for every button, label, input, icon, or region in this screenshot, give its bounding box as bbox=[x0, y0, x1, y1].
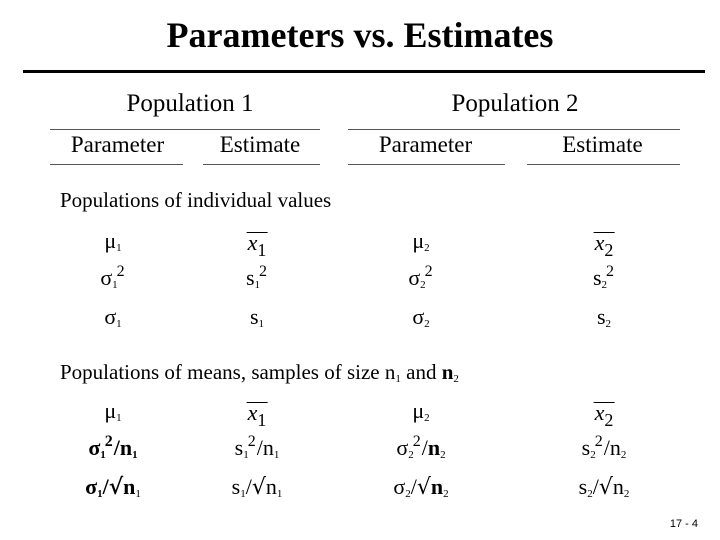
sigma-2-squared-over-n2: $\sigma_2^2/n_2$ bbox=[396, 433, 446, 461]
s-2: $s_2$ bbox=[596, 304, 612, 330]
mu-1-means: $\mu_1$ bbox=[104, 398, 122, 424]
title-divider bbox=[23, 70, 705, 73]
sigma-1-over-root-n1: $\sigma_1/√n_1$ bbox=[85, 474, 141, 500]
population-1-header: Population 1 bbox=[126, 90, 254, 117]
population-2-header: Population 2 bbox=[451, 90, 579, 117]
section-means: Populations of means, samples of size $n_1$ and $n_2$ bbox=[60, 360, 459, 385]
sigma-2-over-root-n2: $\sigma_2/√n_2$ bbox=[393, 474, 449, 500]
col-rule-4 bbox=[527, 164, 680, 165]
mu-1: $\mu_1$ bbox=[104, 228, 122, 254]
page-number: 17 - 4 bbox=[669, 518, 698, 530]
mu-2-means: $\mu_2$ bbox=[412, 398, 430, 424]
sigma-1-squared-over-n1: $\sigma_1^2/n_1$ bbox=[88, 433, 138, 461]
s-1: $s_1$ bbox=[249, 304, 265, 330]
xbar-1: $x_1$ bbox=[247, 230, 267, 260]
col-header-parameter-1: Parameter bbox=[70, 132, 165, 157]
population-1-rule bbox=[50, 129, 320, 130]
sigma-2: $\sigma_2$ bbox=[412, 304, 430, 330]
xbar-2: $x_2$ bbox=[594, 230, 614, 260]
s-1-over-root-n1: $s_1/√n_1$ bbox=[231, 474, 283, 500]
col-rule-1 bbox=[50, 164, 183, 165]
s-2-squared: $s_2^2$ bbox=[592, 263, 615, 291]
xbar-1-means: $x_1$ bbox=[247, 400, 267, 430]
s-2-over-root-n2: $s_2/√n_2$ bbox=[578, 474, 630, 500]
s-2-squared-over-n2: $s_2^2/n_2$ bbox=[581, 433, 627, 461]
page-title: Parameters vs. Estimates bbox=[166, 15, 554, 55]
col-header-estimate-2: Estimate bbox=[562, 132, 643, 157]
population-2-rule bbox=[348, 129, 680, 130]
col-rule-3 bbox=[348, 164, 505, 165]
s-1-squared: $s_1^2$ bbox=[245, 263, 268, 291]
mu-2: $\mu_2$ bbox=[412, 228, 430, 254]
col-rule-2 bbox=[203, 164, 320, 165]
col-header-estimate-1: Estimate bbox=[219, 132, 301, 157]
section-individual-values: Populations of individual values bbox=[60, 188, 332, 212]
sigma-1: $\sigma_1$ bbox=[104, 304, 122, 330]
sigma-1-squared: $\sigma_1^2$ bbox=[100, 263, 125, 291]
xbar-2-means: $x_2$ bbox=[594, 400, 614, 430]
col-header-parameter-2: Parameter bbox=[378, 132, 473, 157]
s-1-squared-over-n1: $s_1^2/n_1$ bbox=[234, 433, 280, 461]
sigma-2-squared: $\sigma_2^2$ bbox=[408, 263, 433, 291]
